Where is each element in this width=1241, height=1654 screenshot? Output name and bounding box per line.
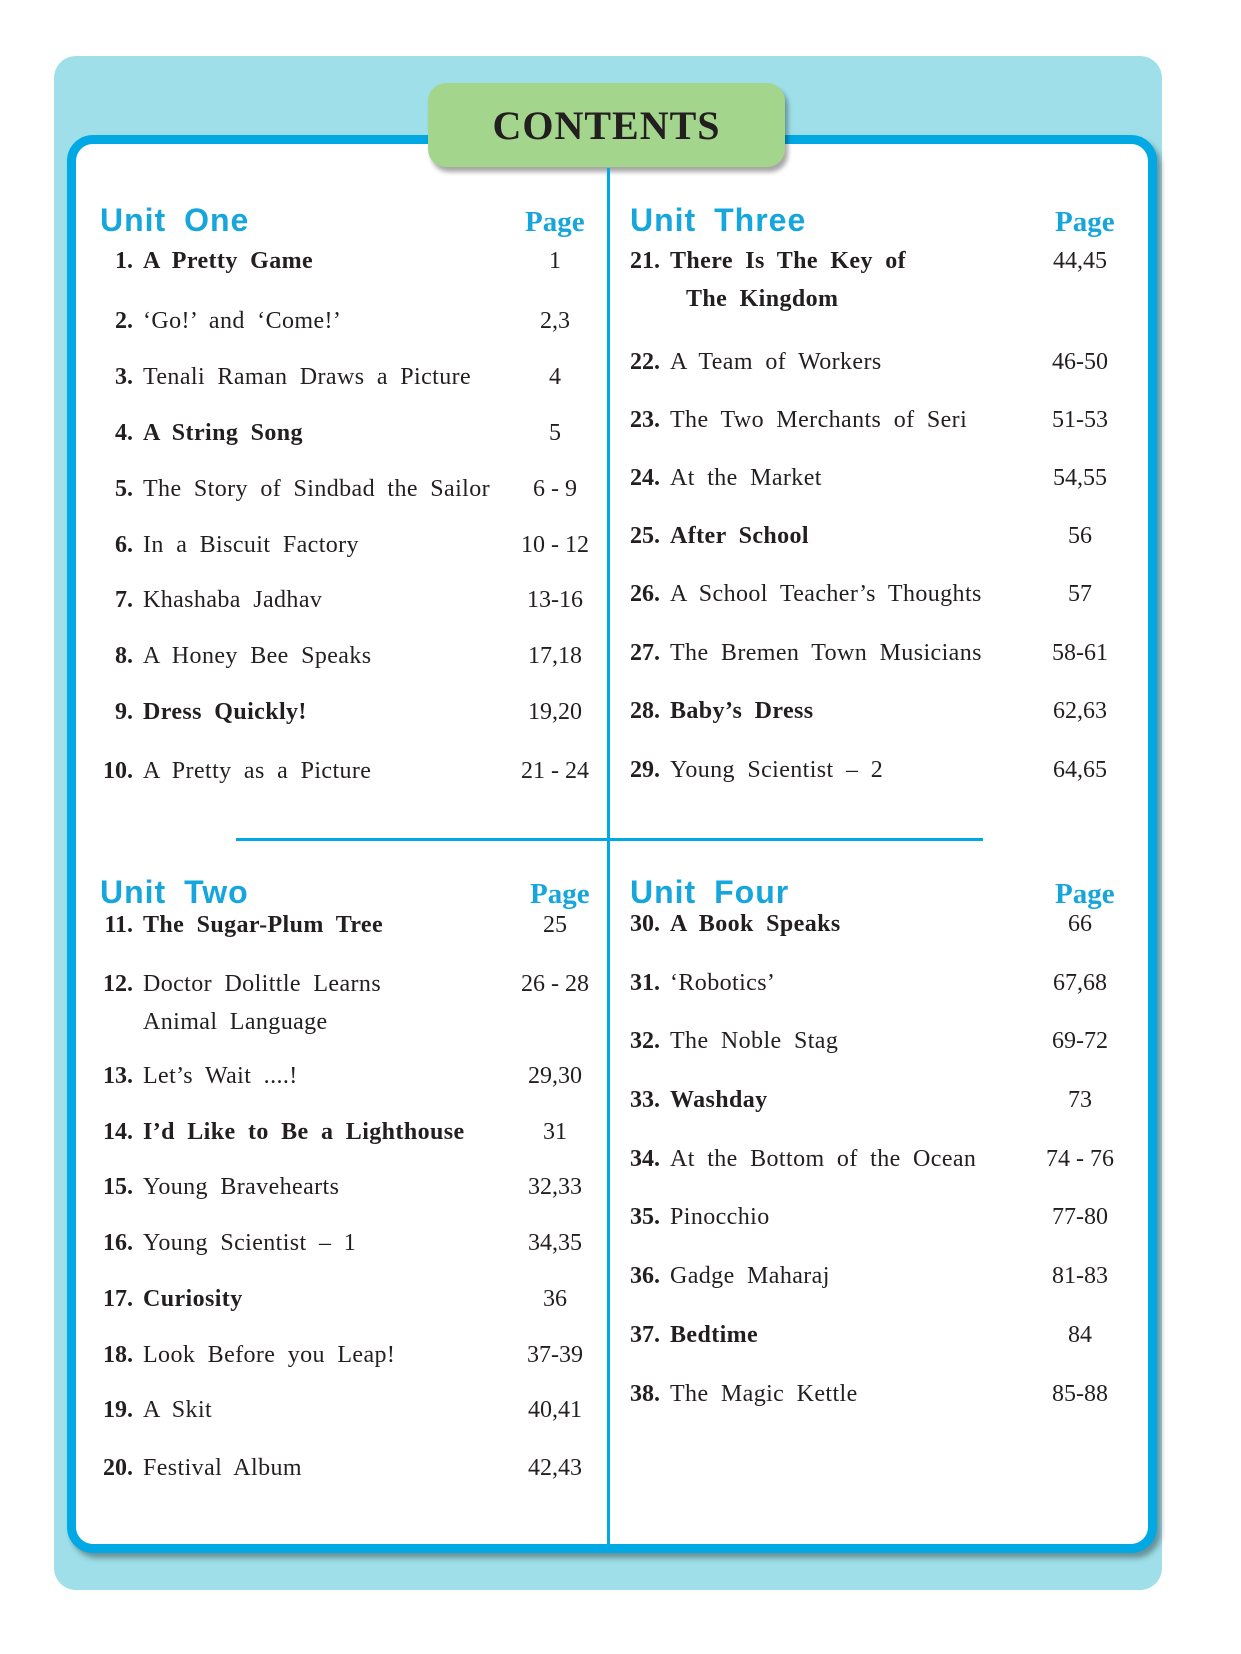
entry-number: 27. — [630, 640, 660, 666]
entry-title — [670, 1140, 976, 1178]
entry-title — [143, 358, 471, 396]
entry-title-line: ‘Go!’ and ‘Come!’ — [143, 308, 342, 334]
contents-entry — [95, 1391, 610, 1431]
entry-page-number: 29,30 — [528, 1063, 582, 1089]
entry-title-line: A Skit — [143, 1397, 213, 1423]
entry-title-line: At the Bottom of the Ocean — [670, 1146, 977, 1172]
entry-title — [143, 1449, 302, 1487]
contents-entry — [622, 401, 1135, 441]
entry-number: 26. — [630, 581, 660, 607]
entry-title-line: A Pretty as a Picture — [143, 758, 372, 784]
entry-number: 3. — [115, 364, 133, 390]
entry-title — [670, 1081, 768, 1119]
unit-three-heading: Unit Three — [630, 202, 807, 238]
entry-title — [670, 343, 882, 381]
entry-number: 12. — [103, 971, 133, 997]
entry-number: 13. — [103, 1063, 133, 1089]
entry-title-line: Let’s Wait ....! — [143, 1063, 298, 1089]
entry-page-number: 6 - 9 — [533, 476, 577, 502]
entry-title — [670, 1198, 770, 1236]
contents-entry — [95, 965, 610, 1035]
contents-entry — [622, 634, 1135, 674]
entry-title — [670, 964, 775, 1002]
entry-page-number: 56 — [1068, 523, 1092, 549]
entry-page-number: 64,65 — [1053, 757, 1107, 783]
entry-title-line: After School — [670, 523, 810, 549]
entry-title — [143, 906, 383, 944]
entry-title — [143, 1168, 339, 1206]
entry-page-number: 62,63 — [1053, 698, 1107, 724]
unit-two-page-label: Page — [530, 878, 590, 910]
entry-title-line: Dress Quickly! — [143, 699, 307, 725]
entry-page-number: 85-88 — [1052, 1381, 1108, 1407]
contents-entry — [95, 906, 610, 946]
contents-entry — [95, 1057, 610, 1097]
contents-entry — [622, 905, 1135, 945]
contents-entry — [95, 752, 610, 792]
entry-title-line: A Pretty Game — [143, 248, 314, 274]
contents-entry — [622, 964, 1135, 1004]
entry-title — [670, 401, 967, 439]
unit-one-page-label: Page — [525, 206, 585, 238]
entry-title-line: ‘Robotics’ — [670, 970, 776, 996]
entry-number: 19. — [103, 1397, 133, 1423]
contents-entry — [95, 1336, 610, 1376]
page-title: CONTENTS — [492, 102, 721, 148]
contents-entry — [622, 459, 1135, 499]
section-divider — [236, 838, 983, 841]
entry-number: 37. — [630, 1322, 660, 1348]
contents-entry — [95, 637, 610, 677]
entry-title — [670, 634, 982, 672]
entry-page-number: 32,33 — [528, 1174, 582, 1200]
entry-page-number: 13-16 — [527, 587, 583, 613]
entry-title-line: Curiosity — [143, 1286, 243, 1312]
entry-title — [143, 1280, 243, 1318]
contents-entry — [622, 1316, 1135, 1356]
entry-page-number: 26 - 28 — [521, 971, 589, 997]
entry-number: 35. — [630, 1204, 660, 1230]
entry-page-number: 5 — [549, 420, 561, 446]
entry-title — [143, 752, 371, 790]
entry-page-number: 17,18 — [528, 643, 582, 669]
entry-title-line: Doctor Dolittle Learns — [143, 971, 382, 997]
entry-title — [143, 1113, 465, 1151]
entry-number: 16. — [103, 1230, 133, 1256]
contents-entry — [95, 581, 610, 621]
entry-title — [143, 693, 307, 731]
entry-number: 11. — [104, 912, 133, 938]
entry-title — [143, 470, 490, 508]
entry-title-line: Young Scientist – 1 — [143, 1230, 357, 1256]
entry-number: 20. — [103, 1455, 133, 1481]
entry-title-line: A Honey Bee Speaks — [143, 643, 372, 669]
entry-number: 28. — [630, 698, 660, 724]
entry-page-number: 4 — [549, 364, 561, 390]
entry-title-line: Festival Album — [143, 1455, 302, 1481]
entry-title-line: The Magic Kettle — [670, 1381, 858, 1407]
entry-page-number: 67,68 — [1053, 970, 1107, 996]
contents-entry — [622, 1198, 1135, 1238]
entry-number: 22. — [630, 349, 660, 375]
entry-title — [143, 965, 381, 1041]
entry-page-number: 51-53 — [1052, 407, 1108, 433]
entry-number: 31. — [630, 970, 660, 996]
entry-page-number: 44,45 — [1053, 248, 1107, 274]
entry-page-number: 77-80 — [1052, 1204, 1108, 1230]
entry-page-number: 31 — [543, 1119, 567, 1145]
contents-entry — [622, 1081, 1135, 1121]
entry-title — [143, 1057, 298, 1095]
entry-number: 6. — [115, 532, 133, 558]
entry-title — [143, 302, 341, 340]
unit-two-heading: Unit Two — [100, 874, 249, 910]
entry-title-line: At the Market — [670, 465, 822, 491]
entry-title-line: The Two Merchants of Seri — [670, 407, 968, 433]
contents-entry — [622, 242, 1135, 312]
entry-number: 17. — [103, 1286, 133, 1312]
entry-page-number: 25 — [543, 912, 567, 938]
entry-title — [670, 242, 906, 318]
contents-entry — [95, 1168, 610, 1208]
entry-page-number: 2,3 — [540, 308, 570, 334]
entry-title-line: The Story of Sindbad the Sailor — [143, 476, 491, 502]
entry-number: 10. — [103, 758, 133, 784]
contents-entry — [622, 343, 1135, 383]
entry-page-number: 81-83 — [1052, 1263, 1108, 1289]
entry-title — [670, 459, 822, 497]
entry-number: 29. — [630, 757, 660, 783]
entry-page-number: 21 - 24 — [521, 758, 589, 784]
entry-number: 7. — [115, 587, 133, 613]
entry-number: 32. — [630, 1028, 660, 1054]
entry-title — [670, 1022, 838, 1060]
entry-page-number: 19,20 — [528, 699, 582, 725]
entry-page-number: 37-39 — [527, 1342, 583, 1368]
entry-number: 14. — [103, 1119, 133, 1145]
entry-page-number: 54,55 — [1053, 465, 1107, 491]
contents-entry — [95, 1280, 610, 1320]
entry-page-number: 34,35 — [528, 1230, 582, 1256]
entry-title-line: Look Before you Leap! — [143, 1342, 396, 1368]
contents-entry — [622, 517, 1135, 557]
entry-title-line: A String Song — [143, 420, 303, 446]
entry-title — [670, 575, 982, 613]
contents-entry — [622, 692, 1135, 732]
entry-title — [143, 1336, 395, 1374]
entry-title — [670, 751, 883, 789]
entry-title — [670, 517, 809, 555]
entry-number: 33. — [630, 1087, 660, 1113]
entry-title — [670, 1375, 858, 1413]
entry-number: 30. — [630, 911, 660, 937]
entry-page-number: 73 — [1068, 1087, 1092, 1113]
entry-title-line: Young Bravehearts — [143, 1174, 340, 1200]
entry-number: 24. — [630, 465, 660, 491]
contents-entry — [95, 414, 610, 454]
entry-number: 25. — [630, 523, 660, 549]
entry-page-number: 40,41 — [528, 1397, 582, 1423]
contents-entry — [95, 358, 610, 398]
entry-number: 4. — [115, 420, 133, 446]
contents-entry — [622, 751, 1135, 791]
contents-entry — [95, 1449, 610, 1489]
entry-page-number: 10 - 12 — [521, 532, 589, 558]
entry-number: 8. — [115, 643, 133, 669]
contents-entry — [95, 1224, 610, 1264]
entry-page-number: 84 — [1068, 1322, 1092, 1348]
entry-title-line: Young Scientist – 2 — [670, 757, 884, 783]
entry-title-line: I’d Like to Be a Lighthouse — [143, 1119, 465, 1145]
entry-title-line: Khashaba Jadhav — [143, 587, 323, 613]
entry-page-number: 74 - 76 — [1046, 1146, 1114, 1172]
contents-entry — [95, 470, 610, 510]
entry-title-line: Bedtime — [670, 1322, 759, 1348]
entry-title — [143, 581, 322, 619]
entry-title-line: A Team of Workers — [670, 349, 882, 375]
contents-entry — [95, 242, 610, 282]
entry-page-number: 46-50 — [1052, 349, 1108, 375]
unit-three-page-label: Page — [1055, 206, 1115, 238]
contents-entry — [95, 693, 610, 733]
entry-number: 36. — [630, 1263, 660, 1289]
entry-title — [143, 414, 303, 452]
entry-page-number: 58-61 — [1052, 640, 1108, 666]
entry-title-line: The Noble Stag — [670, 1028, 839, 1054]
contents-entry — [622, 1022, 1135, 1062]
entry-title-line: There Is The Key of — [670, 248, 907, 274]
entry-title-line: In a Biscuit Factory — [143, 532, 359, 558]
entry-page-number: 42,43 — [528, 1455, 582, 1481]
entry-title — [670, 1257, 830, 1295]
entry-title-line: Gadge Maharaj — [670, 1263, 830, 1289]
entry-page-number: 1 — [549, 248, 561, 274]
entry-title-line: The Bremen Town Musicians — [670, 640, 982, 666]
contents-entry — [95, 302, 610, 342]
entry-title-line: Baby’s Dress — [670, 698, 814, 724]
entry-title-line: The Kingdom — [686, 286, 839, 312]
entry-title — [143, 1391, 212, 1429]
unit-four-page-label: Page — [1055, 878, 1115, 910]
entry-title — [143, 242, 313, 280]
entry-title — [670, 905, 841, 943]
entry-title — [670, 692, 813, 730]
entry-number: 5. — [115, 476, 133, 502]
entry-title-line: The Sugar-Plum Tree — [143, 912, 384, 938]
contents-entry — [95, 526, 610, 566]
entry-page-number: 36 — [543, 1286, 567, 1312]
contents-entry — [622, 575, 1135, 615]
entry-title-line: Tenali Raman Draws a Picture — [143, 364, 472, 390]
contents-entry — [622, 1375, 1135, 1415]
entry-title-line: Washday — [670, 1087, 768, 1113]
entry-number: 21. — [630, 248, 660, 274]
contents-entry — [95, 1113, 610, 1153]
entry-title-line: Animal Language — [143, 1009, 328, 1035]
entry-title — [143, 1224, 356, 1262]
entry-title — [143, 526, 359, 564]
contents-title-tab — [428, 83, 785, 167]
entry-number: 38. — [630, 1381, 660, 1407]
unit-one-heading: Unit One — [100, 202, 250, 238]
entry-number: 9. — [115, 699, 133, 725]
entry-page-number: 66 — [1068, 911, 1092, 937]
entry-number: 2. — [115, 308, 133, 334]
entry-page-number: 57 — [1068, 581, 1092, 607]
entry-number: 15. — [103, 1174, 133, 1200]
entry-title-line: Pinocchio — [670, 1204, 770, 1230]
entry-number: 1. — [115, 248, 133, 274]
entry-page-number: 69-72 — [1052, 1028, 1108, 1054]
entry-number: 34. — [630, 1146, 660, 1172]
entry-number: 18. — [103, 1342, 133, 1368]
entry-title-line: A Book Speaks — [670, 911, 841, 937]
entry-title-line: A School Teacher’s Thoughts — [670, 581, 982, 607]
entry-title — [670, 1316, 758, 1354]
entry-number: 23. — [630, 407, 660, 433]
contents-entry — [622, 1257, 1135, 1297]
entry-title — [143, 637, 372, 675]
contents-entry — [622, 1140, 1135, 1180]
unit-four-heading: Unit Four — [630, 874, 790, 910]
